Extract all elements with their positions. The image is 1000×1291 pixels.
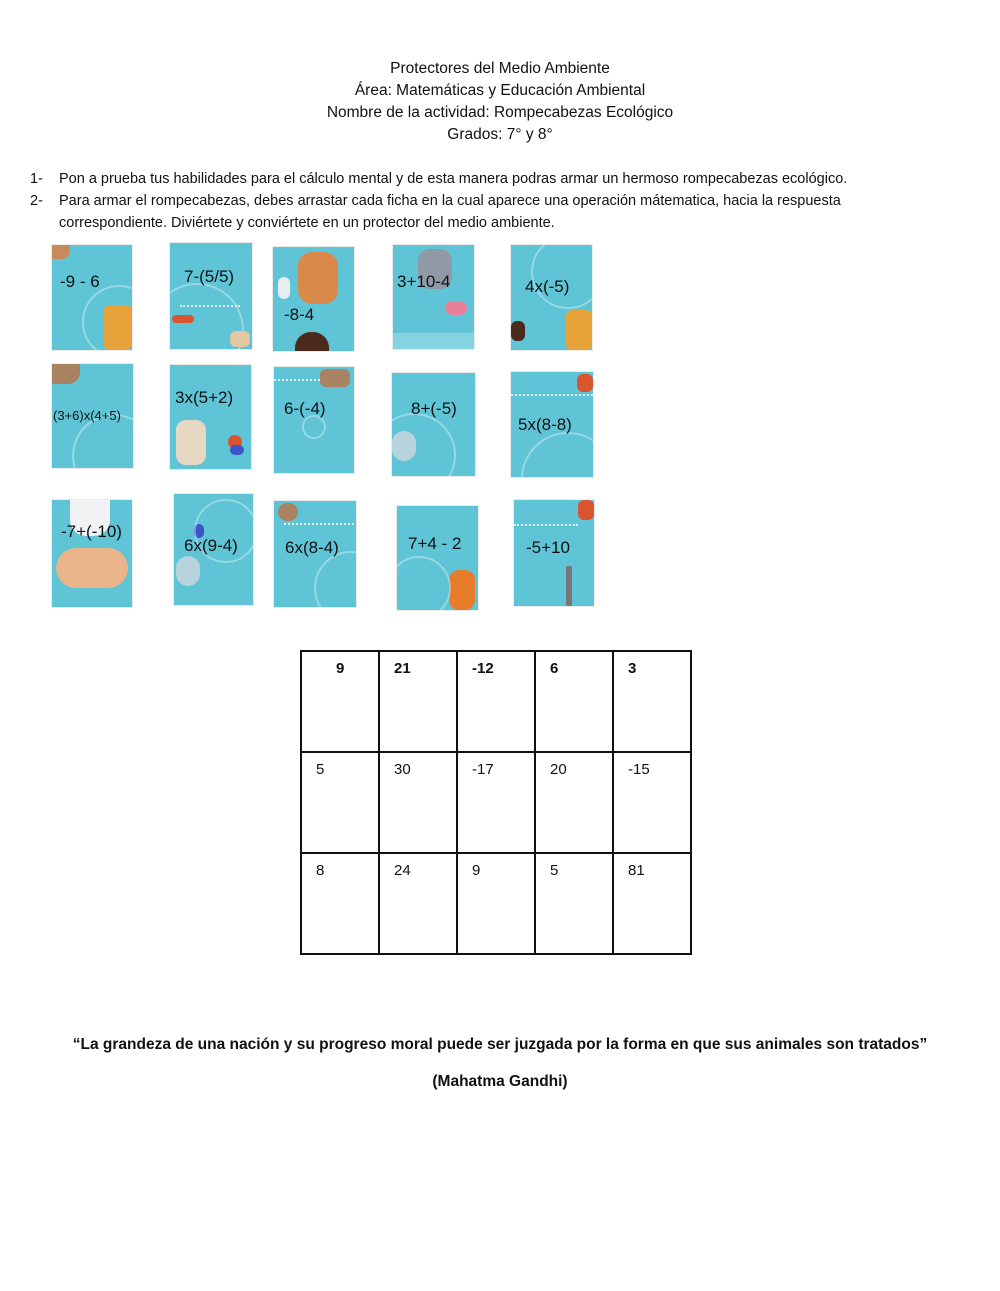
tile-expression: (3+6)x(4+5) — [53, 408, 121, 423]
tile-expression: 3+10-4 — [397, 272, 451, 291]
answer-cell[interactable]: 81 — [613, 853, 691, 954]
worksheet-header — [0, 58, 1000, 146]
answer-cell[interactable]: 3 — [613, 651, 691, 752]
gandhi-quote: “La grandeza de una nación y su progreso moral puede ser juzgada por la forma en que sus animales son tratados” — [72, 1036, 928, 1053]
puzzle-tile[interactable] — [397, 506, 478, 610]
answer-grid — [300, 650, 692, 955]
worksheet-title: Protectores del Medio Ambiente — [390, 60, 610, 77]
tile-expression: 5x(8-8) — [518, 415, 572, 434]
instruction-text: Para armar el rompecabezas, debes arrastar cada ficha en la cual aparece una operación mátematica, hacia la respuesta correspondiente. Diviértete y conviértete en un protector del medio ambiente. — [59, 193, 841, 231]
puzzle-tile[interactable] — [274, 501, 356, 607]
tile-expression: 8+(-5) — [411, 399, 457, 418]
puzzle-tile[interactable] — [52, 364, 133, 468]
answer-cell[interactable]: 6 — [535, 651, 613, 752]
puzzle-tile[interactable] — [393, 245, 474, 349]
answer-row — [301, 853, 691, 954]
puzzle-tile[interactable] — [52, 500, 132, 607]
tile-expression: -7+(-10) — [61, 522, 122, 541]
instruction-number: 2- — [30, 193, 43, 209]
puzzle-tile[interactable] — [273, 247, 354, 351]
puzzle-tile[interactable] — [511, 245, 592, 350]
grade-levels: Grados: 7° y 8° — [447, 126, 553, 143]
answer-cell[interactable]: 8 — [301, 853, 379, 954]
answer-row — [301, 752, 691, 853]
tile-expression: -8-4 — [284, 305, 315, 324]
subject-area: Área: Matemáticas y Educación Ambiental — [354, 82, 646, 99]
puzzle-tile[interactable] — [511, 372, 593, 477]
instruction-text: Pon a prueba tus habilidades para el cálculo mental y de esta manera podras armar un hermoso rompecabezas ecológico. — [59, 171, 848, 187]
answer-cell[interactable]: 30 — [379, 752, 457, 853]
answer-row — [301, 651, 691, 752]
answer-cell[interactable]: 24 — [379, 853, 457, 954]
puzzle-tile[interactable] — [514, 500, 594, 606]
tile-expression: 3x(5+2) — [175, 388, 234, 407]
tile-expression: -9 - 6 — [60, 272, 100, 291]
instructions-list — [30, 168, 930, 234]
puzzle-tile[interactable] — [52, 245, 132, 350]
answer-cell[interactable]: -17 — [457, 752, 535, 853]
tile-expression: 4x(-5) — [525, 277, 570, 296]
puzzle-tile[interactable] — [274, 367, 354, 473]
answer-cell[interactable]: 5 — [301, 752, 379, 853]
puzzle-tile[interactable] — [174, 494, 253, 605]
quote-author: (Mahatma Gandhi) — [432, 1073, 568, 1090]
puzzle-tile[interactable] — [170, 365, 251, 469]
tile-expression: 6x(8-4) — [285, 538, 339, 557]
answer-cell[interactable]: -12 — [457, 651, 535, 752]
answer-cell[interactable]: 9 — [301, 651, 379, 752]
answer-cell[interactable]: 21 — [379, 651, 457, 752]
tile-expression: 6x(9-4) — [184, 536, 238, 555]
activity-name: Nombre de la actividad: Rompecabezas Ecológico — [326, 104, 674, 121]
tile-expression: 6-(-4) — [284, 399, 326, 418]
tile-expression: 7+4 - 2 — [408, 534, 462, 553]
puzzle-tile[interactable] — [392, 373, 475, 476]
instruction-item — [30, 168, 930, 190]
tile-expression: 7-(5/5) — [184, 267, 235, 286]
answer-cell[interactable]: -15 — [613, 752, 691, 853]
answer-cell[interactable]: 9 — [457, 853, 535, 954]
answer-cell[interactable]: 20 — [535, 752, 613, 853]
puzzle-tile[interactable] — [170, 243, 252, 349]
instruction-item — [30, 190, 930, 234]
tile-expression: -5+10 — [526, 538, 570, 557]
answer-cell[interactable]: 5 — [535, 853, 613, 954]
instruction-number: 1- — [30, 171, 43, 187]
